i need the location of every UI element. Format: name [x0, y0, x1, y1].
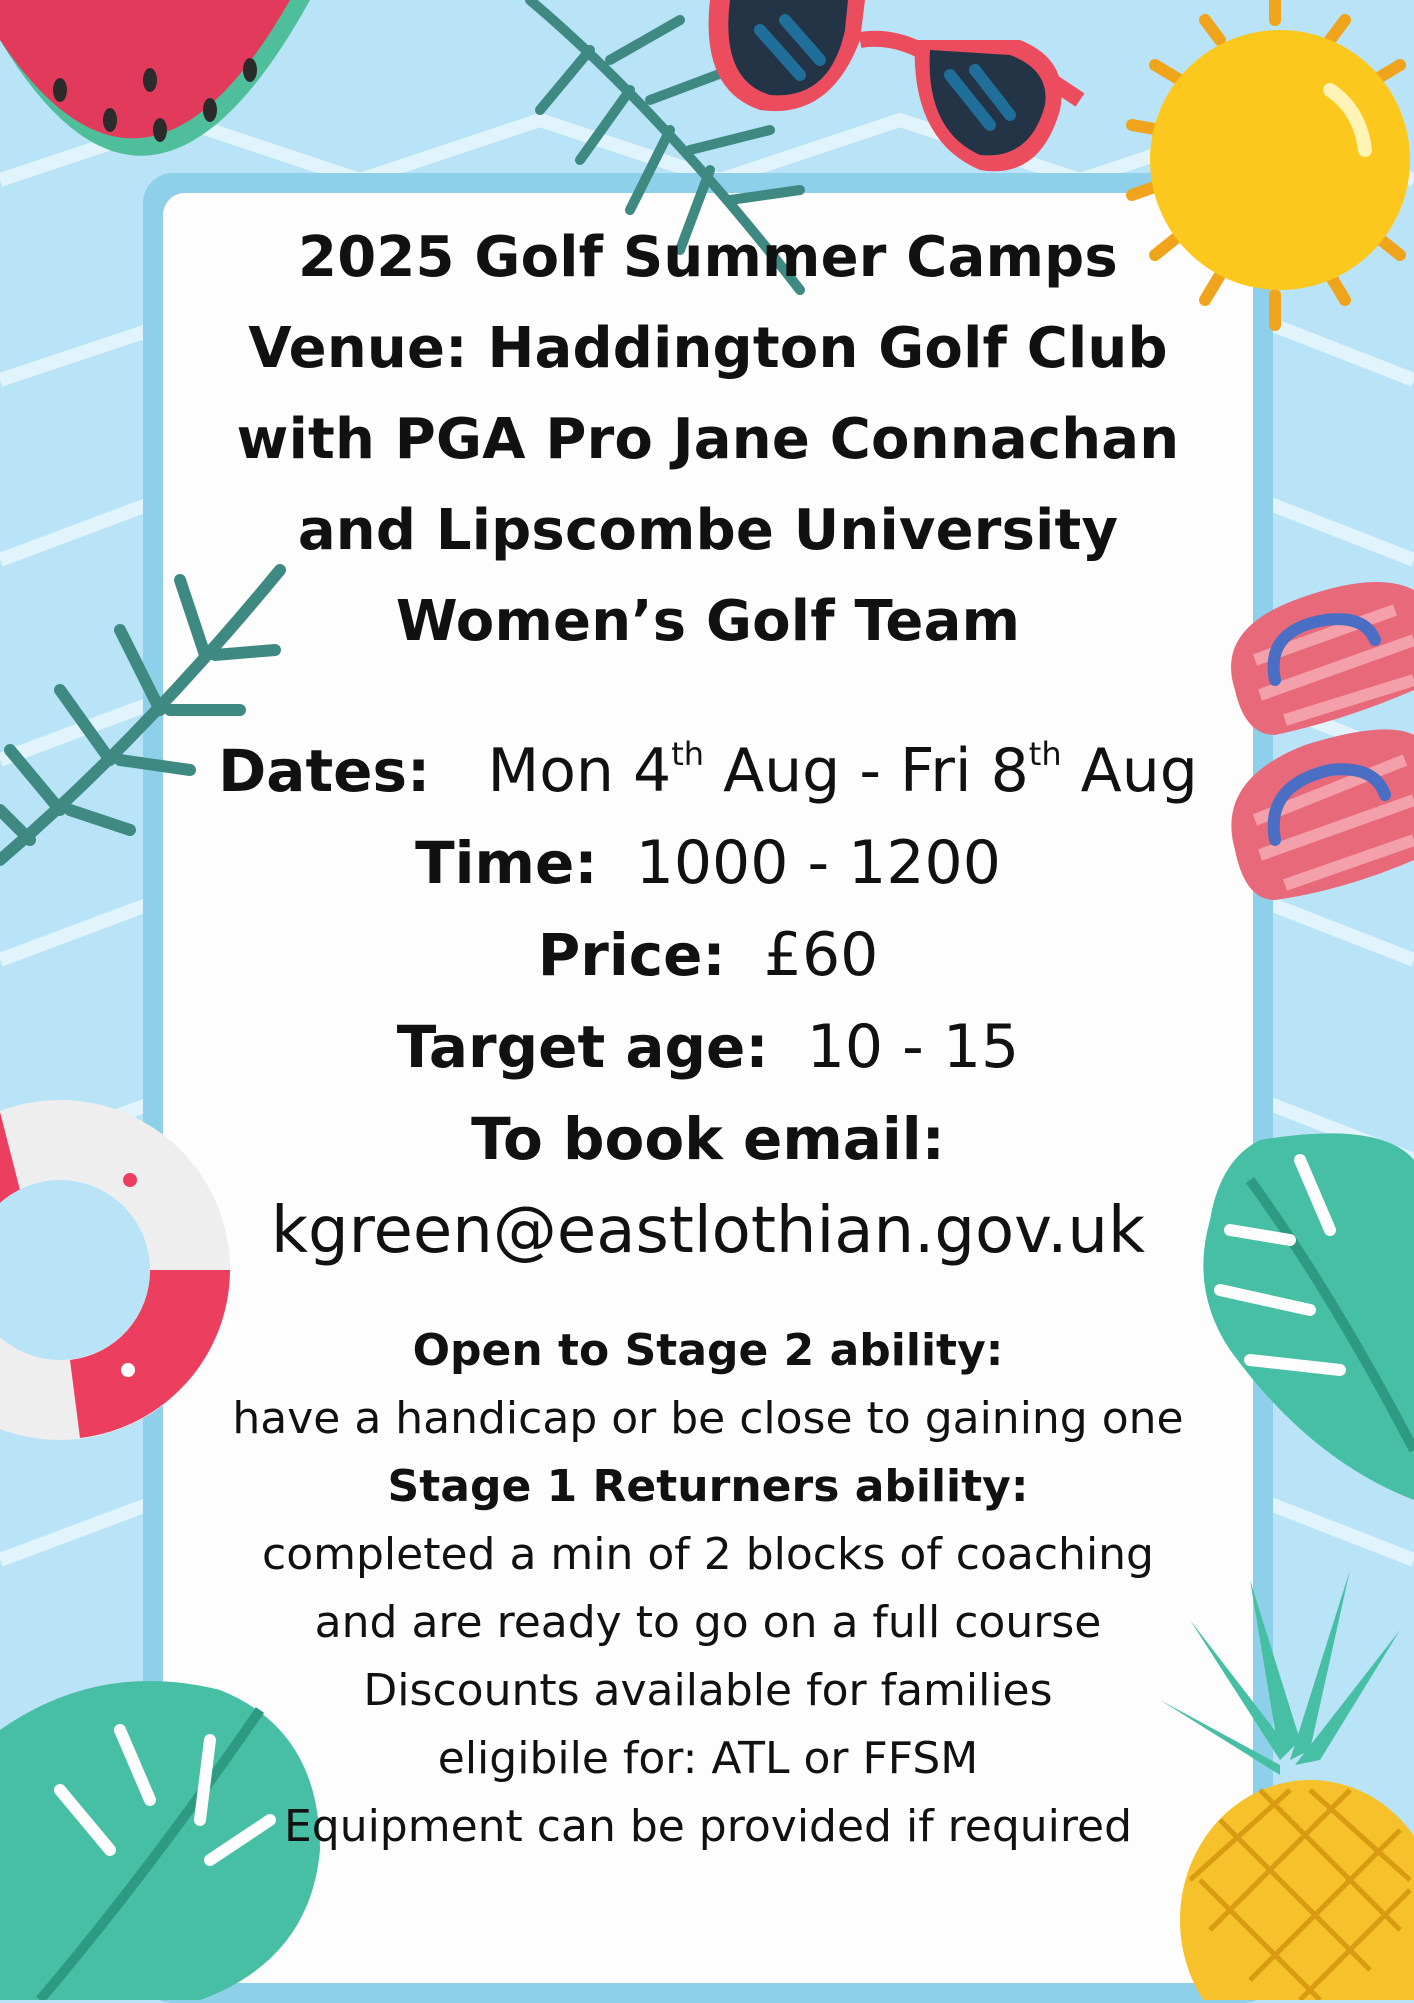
price-row [163, 909, 1253, 1001]
team-line: Women’s Golf Team [395, 589, 1021, 654]
venue-line: Venue: Haddington Golf Club [248, 316, 1168, 381]
watermelon-icon [0, 0, 320, 210]
discount-text-1: Discounts available for families [363, 1665, 1053, 1716]
dates-mid: Aug - Fri 8 [704, 736, 1029, 806]
dates-start-suffix: th [671, 735, 705, 773]
discount-text-2: eligibile for: ATL or FFSM [437, 1733, 979, 1784]
dates-row [163, 725, 1253, 817]
booking-email[interactable]: kgreen@eastlothian.gov.uk [270, 1194, 1146, 1268]
price-label: Price: [537, 921, 726, 989]
dates-end: Aug [1061, 736, 1198, 806]
stage1-text-1: completed a min of 2 blocks of coaching [262, 1529, 1154, 1580]
partner-line: and Lipscombe University [297, 498, 1119, 563]
dates-label: Dates: [218, 737, 431, 805]
price-value: £60 [763, 920, 879, 990]
coach-line: with PGA Pro Jane Connachan [236, 407, 1180, 472]
age-label: Target age: [396, 1013, 769, 1081]
stage1-label: Stage 1 Returners ability: [387, 1461, 1029, 1512]
age-value: 10 - 15 [806, 1012, 1020, 1082]
stage2-text: have a handicap or be close to gaining one [232, 1393, 1184, 1444]
age-row [163, 1001, 1253, 1093]
booking-row [163, 1093, 1253, 1185]
dates-start: Mon 4 [487, 736, 672, 806]
camp-title: 2025 Golf Summer Camps [298, 225, 1118, 290]
stage2-label: Open to Stage 2 ability: [412, 1325, 1004, 1376]
stage1-heading [163, 1453, 1253, 1521]
time-row [163, 817, 1253, 909]
equipment-text: Equipment can be provided if required [283, 1801, 1133, 1852]
time-value: 1000 - 1200 [635, 828, 1001, 898]
booking-label: To book email: [471, 1105, 945, 1173]
dates-end-suffix: th [1028, 735, 1062, 773]
sunglasses-icon [690, 0, 1090, 185]
stage1-text-2: and are ready to go on a full course [314, 1597, 1102, 1648]
stage2-heading [163, 1317, 1253, 1385]
poster-content [163, 212, 1253, 1861]
time-label: Time: [415, 829, 598, 897]
